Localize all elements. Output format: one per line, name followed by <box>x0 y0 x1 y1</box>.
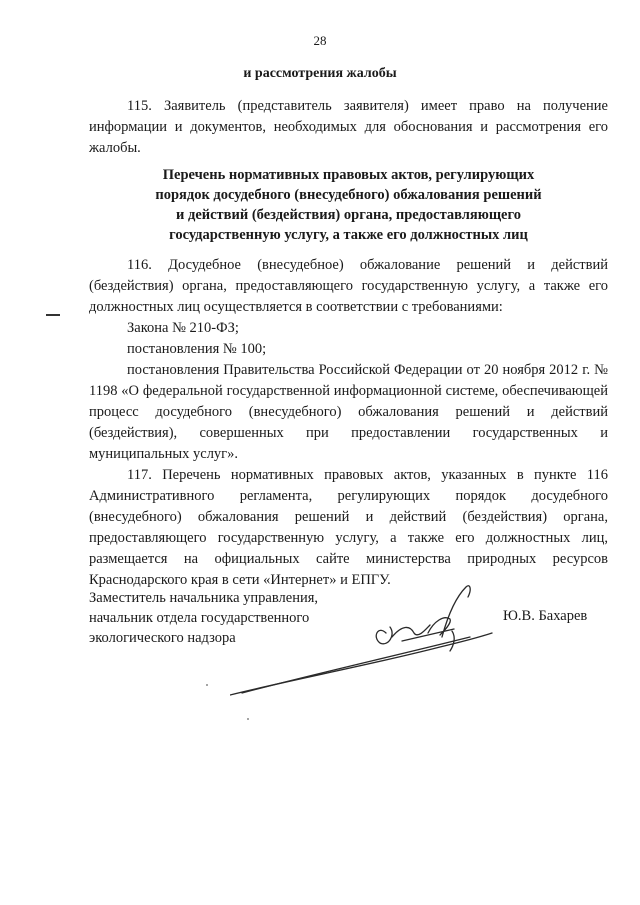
list-item-resolution-100: постановления № 100; <box>127 341 267 357</box>
heading-line: государственную услугу, а также его должностных лиц <box>169 227 528 243</box>
paragraph-block-top <box>89 96 608 159</box>
list-item-resolution-1198: постановления Правительства Российской Федерации от 20 ноября 2012 г. № 1198 «О федеральной государственной информационной системе, обеспечивающей процесс досудебного (внесудебного) обжалования решений и действий (бездействия), совершенных при предоставлении государственных и муниципальных услуг». <box>89 362 608 462</box>
handwritten-signature <box>230 575 520 725</box>
page-number: 28 <box>313 33 327 48</box>
heading-line: порядок досудебного (внесудебного) обжалования решений <box>155 187 542 203</box>
paragraph-block-main <box>89 255 608 591</box>
paragraph-117: 117. Перечень нормативных правовых актов, указанных в пункте 116 Административного регламента, регулирующих порядок досудебного (внесудебного) обжалования решений и действий (бездействия) органа, предоставляющего государственную услугу, а также его должностных лиц, размещается на официальных сайте министерства природных ресурсов Краснодарского края в сети «Интернет» и ЕПГУ. <box>89 467 608 588</box>
signature-position-line: экологического надзора <box>89 630 236 646</box>
section-tail-heading: и рассмотрения жалобы <box>243 66 397 81</box>
margin-mark <box>46 314 60 316</box>
signature-position-line: Заместитель начальника управления, <box>89 590 319 606</box>
list-item-law-210: Закона № 210-ФЗ; <box>127 320 239 336</box>
section-heading <box>89 165 608 245</box>
signature-position-line: начальник отдела государственного <box>89 610 310 626</box>
heading-line: и действий (бездействия) органа, предоставляющего <box>176 207 521 223</box>
paragraph-115: 115. Заявитель (представитель заявителя) имеет право на получение информации и документов, необходимых для обоснования и рассмотрения его жалобы. <box>89 98 608 156</box>
paragraph-116: 116. Досудебное (внесудебное) обжалование решений и действий (бездействия) органа, предоставляющего государственную услугу, а также его должностных лиц осуществляется в соответствии с требованиями: <box>89 257 608 315</box>
heading-line: Перечень нормативных правовых актов, регулирующих <box>162 167 535 183</box>
signer-name: Ю.В. Бахарев <box>503 608 588 624</box>
scan-dot <box>206 684 208 686</box>
